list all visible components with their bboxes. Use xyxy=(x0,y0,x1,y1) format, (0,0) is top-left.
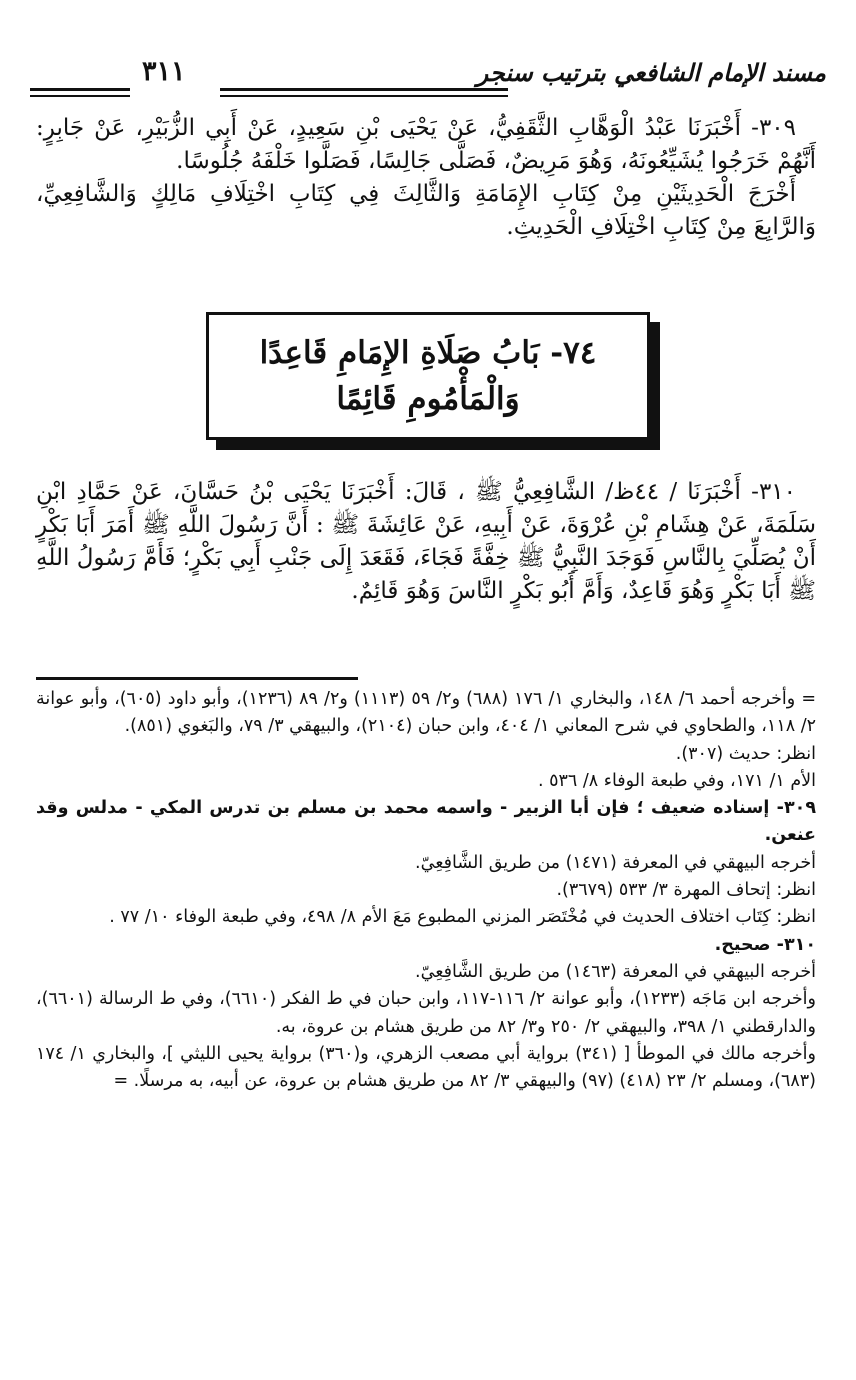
footnotes xyxy=(36,686,816,1095)
hadith-309 xyxy=(36,112,816,244)
footnote-separator xyxy=(36,677,358,680)
hadith-310 xyxy=(36,476,816,608)
header-rule-short xyxy=(30,88,130,97)
footnote-line: أخرجه البيهقي في المعرفة (١٤٧١) من طريق الشَّافِعِيّ. xyxy=(415,852,816,873)
footnote-line: وأخرجه مالك في الموطأ [ (٣٤١) برواية أبي مصعب الزهري، و(٣٦٠) برواية يحيى الليثي ]، والبخاري ١/ ١٧٤ (٦٨٣)، ومسلم ٢/ ٢٣ (٤١٨) (٩٧) والبيهقي ٣/ ٨٢ من طريق هشام بن عروة، عن أبيه، به مرسلًا. = xyxy=(36,1043,816,1092)
footnote-line: = وأخرجه أحمد ٦/ ١٤٨، والبخاري ١/ ١٧٦ (٦٨٨) و٢/ ٥٩ (١١١٣) و٢/ ٨٩ (١٢٣٦)، وأبو داود (٦٠٥)، وأبو عوانة ٢/ ١١٨، والطحاوي في شرح المعاني ١/ ٤٠٤، وابن حبان (٢١٠٤)، والبيهقي ٣/ ٧٩، والبَغوي (٨٥١). xyxy=(36,689,817,737)
page-number: ٣١١ xyxy=(142,56,186,87)
footnote-line: انظر: حديث (٣٠٧). xyxy=(675,743,816,764)
footnote-line: انظر: كِتَاب اختلاف الحديث في مُخْتَصَر المزني المطبوع مَعَ الأم ٨/ ٤٩٨، وفي طبعة الوفاء ١٠/ ٧٧ . xyxy=(109,907,816,928)
running-title: مسند الإمام الشافعي بترتيب سنجر xyxy=(476,58,826,87)
footnote-line: أخرجه البيهقي في المعرفة (١٤٦٣) من طريق الشَّافِعِيّ. xyxy=(415,961,816,982)
footnote-grading: ٣٠٩- إسناده ضعيف ؛ فإن أبا الزبير - واسمه محمد بن مسلم بن تدرس المكي - مدلس وقد عنعن. xyxy=(36,798,816,846)
hadith-310-text: ٣١٠- أَخْبَرَنَا / ٤٤ظ/ الشَّافِعِيُّ ﷺ ، قَالَ: أَخْبَرَنَا يَحْيَى بْنُ حَسَّانَ، عَنْ حَمَّادِ ابْنِ سَلَمَةَ، عَنْ هِشَامِ بْنِ عُرْوَةَ، عَنْ أَبِيهِ، عَنْ عَائِشَةَ ﷺ : أَنَّ رَسُولَ اللَّهِ ﷺ أَمَرَ أَبَا بَكْرٍ أَنْ يُصَلِّيَ بِالنَّاسِ فَوَجَدَ النَّبِيُّ ﷺ خِفَّةً فَجَاءَ، فَقَعَدَ إِلَى جَنْبِ أَبِي بَكْرٍ؛ فَأَمَّ رَسُولُ اللَّهِ ﷺ أَبَا بَكْرٍ وَهُوَ قَاعِدٌ، وَأَمَّ أَبُو بَكْرٍ النَّاسَ وَهُوَ قَائِمٌ. xyxy=(36,479,816,604)
footnote-line: الأم ١/ ١٧١، وفي طبعة الوفاء ٨/ ٥٣٦ . xyxy=(537,770,816,791)
footnote-grading: ٣١٠- صحيح. xyxy=(714,934,816,955)
footnote-line: انظر: إتحاف المهرة ٣/ ٥٣٣ (٣٦٧٩). xyxy=(556,880,816,901)
footnote-line: وأخرجه ابن مَاجَه (١٢٣٣)، وأبو عوانة ٢/ ١١٦-١١٧، وابن حبان في ط الفكر (٦٦١٠)، وفي ط الرسالة (٦٦٠١)، والدارقطني ١/ ٣٩٨، والبيهقي ٢/ ٢٥٠ و٣/ ٨٢ من طريق هشام بن عروة، به. xyxy=(36,989,816,1037)
chapter-title: ٧٤- بَابُ صَلَاةِ الإِمَامِ قَاعِدًا وَالْمَأْمُومِ قَائِمًا xyxy=(259,335,597,417)
hadith-309-text: ٣٠٩- أَخْبَرَنَا عَبْدُ الْوَهَّابِ الثَّقَفِيُّ، عَنْ يَحْيَى بْنِ سَعِيدٍ، عَنْ أَبِي الزُّبَيْرِ، عَنْ جَابِرٍ: أَنَّهُمْ خَرَجُوا يُشَيِّعُونَهُ، وَهُوَ مَرِيضٌ، فَصَلَّى جَالِسًا، فَصَلَّوا خَلْفَهُ جُلُوسًا. xyxy=(36,115,816,174)
chapter-heading-box xyxy=(206,312,650,440)
page-header xyxy=(30,52,826,98)
header-rule xyxy=(220,88,508,97)
hadith-309-note: أَخْرَجَ الْحَدِيثَيْنِ مِنْ كِتَابِ الإِمَامَةِ وَالثَّالِثَ فِي كِتَابِ اخْتِلَافِ مَالِكٍ وَالشَّافِعِيِّ، وَالرَّابِعَ مِنْ كِتَابِ اخْتِلَافِ الْحَدِيثِ. xyxy=(36,181,816,240)
